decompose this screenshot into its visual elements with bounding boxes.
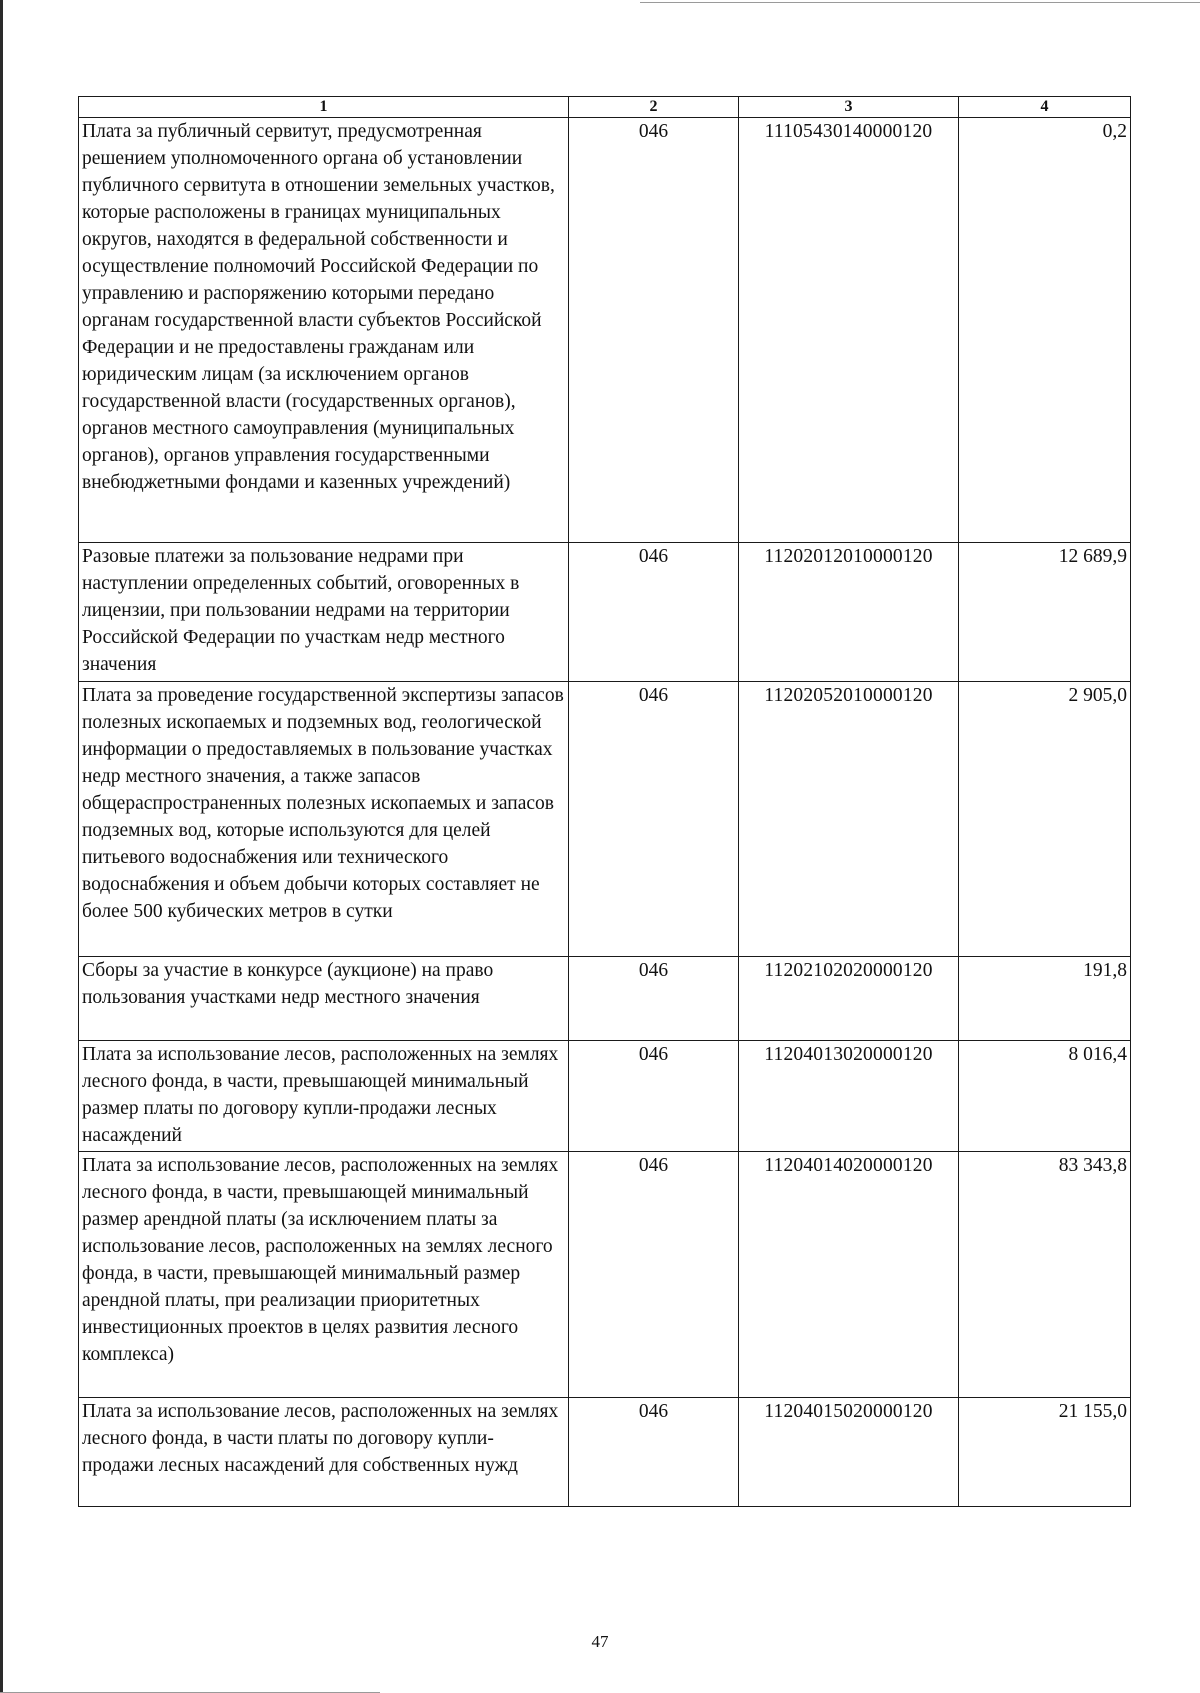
page-number: 47 [591,1632,609,1651]
column-header: 1 [79,97,569,118]
administrator-code: 046 [569,957,739,1041]
revenue-name: Сборы за участие в конкурсе (аукционе) на право пользования участками недр местного значения [79,957,569,1041]
budget-classification-code: 11202012010000120 [739,543,959,682]
administrator-code: 046 [569,1398,739,1507]
column-header: 4 [959,97,1131,118]
column-header: 2 [569,97,739,118]
budget-classification-code: 11204013020000120 [739,1041,959,1152]
budget-classification-code: 11204014020000120 [739,1152,959,1398]
table-row [79,1152,1131,1398]
revenue-name: Плата за публичный сервитут, предусмотренная решением уполномоченного органа об установлении публичного сервитута в отношении земельных участков, которые расположены в границах муниципальных округов, находятся в федеральной собственности и осуществление полномочий Российской Федерации по управлению и распоряжению которыми передано органам государственной власти субъектов Российской Федерации и не предоставлены гражданам или юридическим лицам (за исключением органов государственной власти (государственных органов), органов местного самоуправления (муниципальных органов), органов управления государственными внебюджетными фондами и казенных учреждений) [79,118,569,543]
revenue-name: Плата за использование лесов, расположенных на землях лесного фонда, в части, превышающей минимальный размер платы по договору купли-продажи лесных насаждений [79,1041,569,1152]
revenue-name: Плата за использование лесов, расположенных на землях лесного фонда, в части, превышающей минимальный размер арендной платы (за исключением платы за использование лесов, расположенных на землях лесного фонда, в части, превышающей минимальный размер арендной платы, при реализации приоритетных инвестиционных проектов в целях развития лесного комплекса) [79,1152,569,1398]
amount-value: 191,8 [959,957,1131,1041]
amount-value: 2 905,0 [959,682,1131,957]
amount-value: 83 343,8 [959,1152,1131,1398]
table-row [79,1398,1131,1507]
table-row [79,543,1131,682]
budget-revenue-table [78,96,1131,1507]
amount-value: 8 016,4 [959,1041,1131,1152]
administrator-code: 046 [569,682,739,957]
budget-classification-code: 11105430140000120 [739,118,959,543]
amount-value: 0,2 [959,118,1131,543]
administrator-code: 046 [569,118,739,543]
budget-classification-code: 11202052010000120 [739,682,959,957]
administrator-code: 046 [569,543,739,682]
administrator-code: 046 [569,1041,739,1152]
revenue-name: Плата за проведение государственной экспертизы запасов полезных ископаемых и подземных вод, геологической информации о предоставляемых в пользование участках недр местного значения, а также запасов общераспространенных полезных ископаемых и запасов подземных вод, которые используются для целей питьевого водоснабжения или технического водоснабжения и объем добычи которых составляет не более 500 кубических метров в сутки [79,682,569,957]
column-header: 3 [739,97,959,118]
budget-classification-code: 11204015020000120 [739,1398,959,1507]
table-row [79,682,1131,957]
scan-edge-top [640,2,1200,3]
revenue-name: Плата за использование лесов, расположенных на землях лесного фонда, в части платы по договору купли-продажи лесных насаждений для собственных нужд [79,1398,569,1507]
scan-edge-left [0,0,3,1693]
amount-value: 12 689,9 [959,543,1131,682]
administrator-code: 046 [569,1152,739,1398]
budget-classification-code: 11202102020000120 [739,957,959,1041]
amount-value: 21 155,0 [959,1398,1131,1507]
table-row [79,118,1131,543]
table-row [79,957,1131,1041]
table-header-row [79,97,1131,118]
revenue-name: Разовые платежи за пользование недрами при наступлении определенных событий, оговоренных в лицензии, при пользовании недрами на территории Российской Федерации по участкам недр местного значения [79,543,569,682]
table-row [79,1041,1131,1152]
